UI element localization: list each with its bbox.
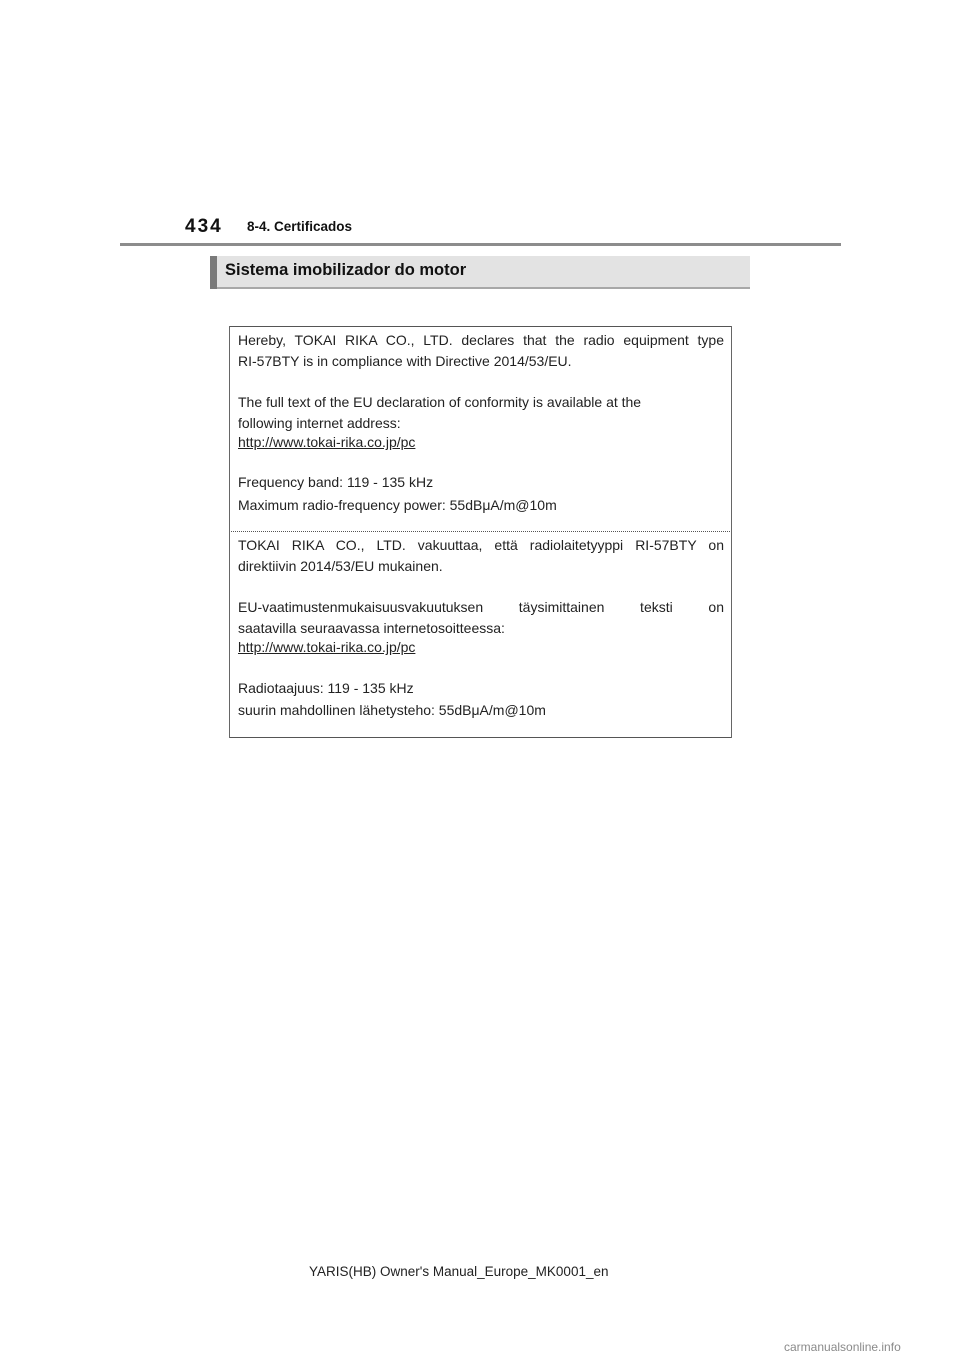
section-heading-bar [210, 256, 217, 289]
footer-manual-id: YARIS(HB) Owner's Manual_Europe_MK0001_en [309, 1264, 609, 1279]
certificate-divider [229, 531, 732, 532]
section-heading-box [210, 256, 750, 289]
en-max-power: Maximum radio-frequency power: 55dBμA/m@10m [238, 497, 557, 513]
section-label: 8-4. Certificados [247, 219, 353, 234]
fi-fulltext-line1: EU-vaatimustenmukaisuusvakuutuksen täysimittainen teksti on [238, 599, 724, 615]
fi-frequency-band: Radiotaajuus: 119 - 135 kHz [238, 680, 414, 696]
en-declaration-line1: Hereby, TOKAI RIKA CO., LTD. declares that the radio equipment type [238, 332, 724, 348]
en-fulltext-line1: The full text of the EU declaration of conformity is available at the [238, 394, 642, 410]
fi-fulltext-line2: saatavilla seuraavassa internetosoitteessa: [238, 620, 505, 636]
certificate-left-border [229, 326, 230, 738]
en-fulltext-line2: following internet address: [238, 415, 401, 431]
fi-url-link[interactable]: http://www.tokai-rika.co.jp/pc [238, 639, 416, 655]
header-rule [120, 243, 841, 246]
en-declaration-line2: RI-57BTY is in compliance with Directive 2014/53/EU. [238, 353, 572, 369]
fi-declaration-line2: direktiivin 2014/53/EU mukainen. [238, 558, 443, 574]
en-frequency-band: Frequency band: 119 - 135 kHz [238, 474, 434, 490]
page-number: 434 [185, 216, 223, 237]
certificate-box [229, 326, 732, 738]
watermark: carmanualsonline.info [784, 1340, 901, 1354]
certificate-top-border [229, 326, 732, 327]
certificate-right-border [731, 326, 732, 738]
en-url-link[interactable]: http://www.tokai-rika.co.jp/pc [238, 434, 416, 450]
fi-declaration-line1: TOKAI RIKA CO., LTD. vakuuttaa, että radiolaitetyyppi RI-57BTY on [238, 537, 724, 553]
certificate-bottom-border [229, 737, 732, 738]
section-heading: Sistema imobilizador do motor [225, 261, 467, 279]
fi-max-power: suurin mahdollinen lähetysteho: 55dBμA/m@10m [238, 702, 546, 718]
